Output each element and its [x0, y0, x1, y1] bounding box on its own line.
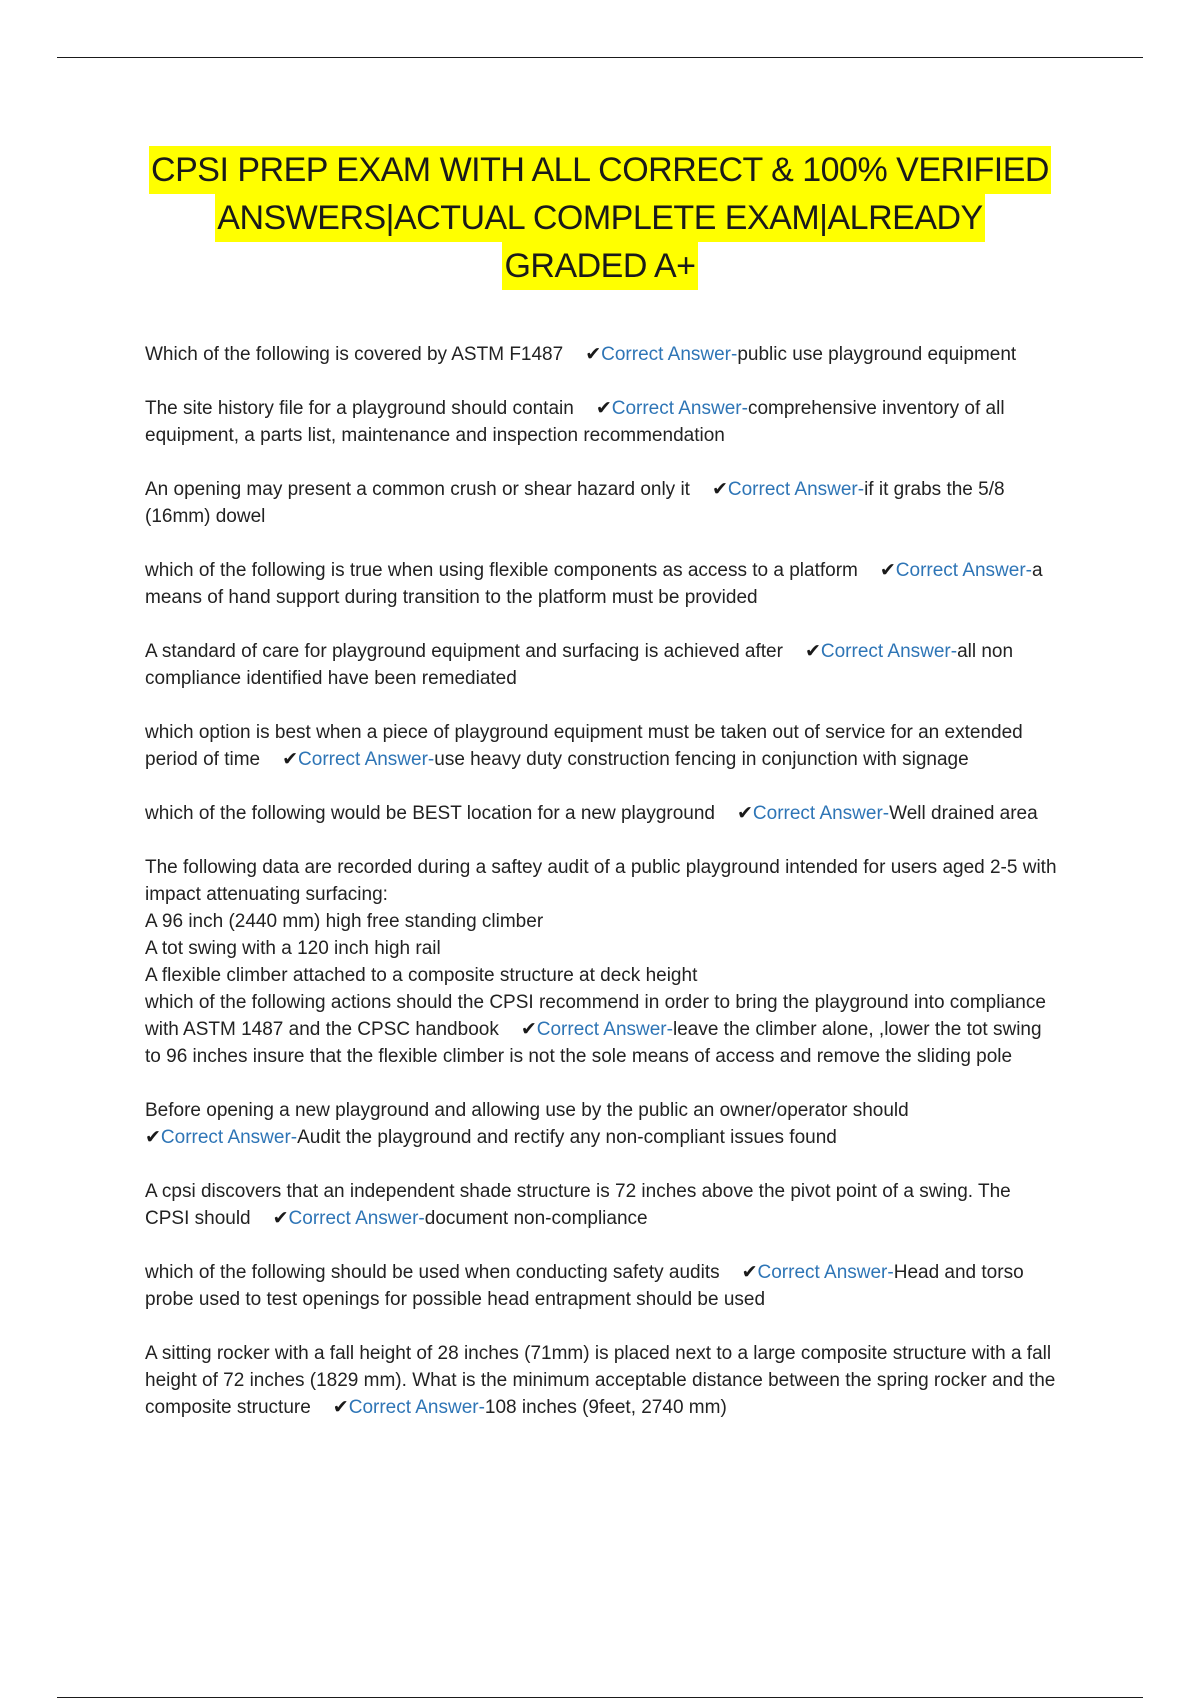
- question-text: The site history file for a playground should contain: [145, 398, 574, 419]
- qa-item-8: [145, 854, 1060, 1070]
- qa-item-12: [145, 1340, 1060, 1421]
- question-text: which of the following is true when using flexible components as access to a platform: [145, 560, 858, 581]
- question-text: which of the following actions should the CPSI recommend in order to bring the playground into compliance with ASTM 1487 and the CPSC handbook: [145, 992, 1046, 1040]
- correct-answer-label: Correct Answer-: [895, 560, 1032, 581]
- correct-answer-label: Correct Answer-: [757, 1262, 894, 1283]
- document-title: [100, 146, 1100, 290]
- qa-item-2: [145, 395, 1060, 449]
- check-mark-icon: ✔: [332, 1397, 349, 1418]
- check-mark-icon: ✔: [585, 344, 602, 365]
- title-line-1: CPSI PREP EXAM WITH ALL CORRECT & 100% VERIFIED: [149, 146, 1051, 194]
- question-text: A sitting rocker with a fall height of 28 inches (71mm) is placed next to a large composite structure with a fall height of 72 inches (1829 mm). What is the minimum acceptable distance between the spring rocker and the composite structure: [145, 1343, 1056, 1418]
- correct-answer-label: Correct Answer-: [348, 1397, 485, 1418]
- qa-item-6: [145, 719, 1060, 773]
- answer-text: leave the climber alone, ,lower the tot swing to 96 inches insure that the flexible climber is not the sole means of access and remove the sliding pole: [145, 1019, 1042, 1067]
- answer-text: a means of hand support during transition to the platform must be provided: [145, 560, 1043, 608]
- check-mark-icon: ✔: [737, 803, 753, 824]
- correct-answer-label: Correct Answer-: [536, 1019, 673, 1040]
- qa-item-3: [145, 476, 1060, 530]
- question-data-line: The following data are recorded during a saftey audit of a public playground intended for users aged 2-5 with impact attenuating surfacing:: [145, 857, 1057, 905]
- correct-answer-label: Correct Answer-: [727, 479, 865, 500]
- answer-text: Head and torso probe used to test openings for possible head entrapment should be used: [145, 1262, 1024, 1310]
- qa-item-10: [145, 1178, 1060, 1232]
- answer-text: if it grabs the 5/8 (16mm) dowel: [145, 479, 1005, 527]
- question-text: A cpsi discovers that an independent shade structure is 72 inches above the pivot point of a swing. The CPSI should: [145, 1181, 1011, 1229]
- answer-text: Well drained area: [889, 803, 1038, 824]
- qa-item-9: [145, 1097, 1060, 1151]
- qa-item-4: [145, 557, 1060, 611]
- correct-answer-label: Correct Answer-: [601, 344, 738, 365]
- title-line-3: GRADED A+: [502, 242, 697, 290]
- qa-item-7: [145, 800, 1060, 827]
- question-text: An opening may present a common crush or shear hazard only it: [145, 479, 690, 500]
- correct-answer-label: Correct Answer-: [298, 749, 435, 770]
- question-text: which option is best when a piece of playground equipment must be taken out of service for an extended period of time: [145, 722, 1023, 770]
- check-mark-icon: ✔: [145, 1127, 161, 1148]
- check-mark-icon: ✔: [711, 479, 728, 500]
- answer-text: document non-compliance: [424, 1208, 648, 1229]
- bottom-rule: [57, 1697, 1143, 1698]
- qa-item-11: [145, 1259, 1060, 1313]
- correct-answer-label: Correct Answer-: [752, 803, 890, 824]
- check-mark-icon: ✔: [804, 641, 821, 662]
- title-line-2: ANSWERS|ACTUAL COMPLETE EXAM|ALREADY: [215, 194, 984, 242]
- question-data-line: A flexible climber attached to a composite structure at deck height: [145, 965, 698, 986]
- correct-answer-label: Correct Answer-: [160, 1127, 298, 1148]
- correct-answer-label: Correct Answer-: [288, 1208, 425, 1229]
- check-mark-icon: ✔: [520, 1019, 537, 1040]
- answer-text: Audit the playground and rectify any non-compliant issues found: [297, 1127, 837, 1148]
- question-text: A standard of care for playground equipment and surfacing is achieved after: [145, 641, 783, 662]
- check-mark-icon: ✔: [272, 1208, 289, 1229]
- check-mark-icon: ✔: [282, 749, 299, 770]
- question-text: Before opening a new playground and allowing use by the public an owner/operator should: [145, 1100, 909, 1121]
- top-rule: [57, 57, 1143, 58]
- correct-answer-label: Correct Answer-: [611, 398, 748, 419]
- answer-text: public use playground equipment: [737, 344, 1017, 365]
- answer-text: use heavy duty construction fencing in conjunction with signage: [434, 749, 969, 770]
- qa-item-5: [145, 638, 1060, 692]
- answer-text: comprehensive inventory of all equipment, a parts list, maintenance and inspection recommendation: [145, 398, 1005, 446]
- qa-list: [145, 341, 1060, 1448]
- check-mark-icon: ✔: [879, 560, 896, 581]
- answer-text: 108 inches (9feet, 2740 mm): [484, 1397, 727, 1418]
- question-text: Which of the following is covered by ASTM F1487: [145, 344, 564, 365]
- question-text: which of the following should be used when conducting safety audits: [145, 1262, 720, 1283]
- check-mark-icon: ✔: [595, 398, 612, 419]
- qa-item-1: [145, 341, 1060, 368]
- correct-answer-label: Correct Answer-: [820, 641, 958, 662]
- question-text: which of the following would be BEST location for a new playground: [145, 803, 715, 824]
- check-mark-icon: ✔: [741, 1262, 758, 1283]
- question-data-line: A 96 inch (2440 mm) high free standing climber: [145, 911, 544, 932]
- answer-text: all non compliance identified have been remediated: [145, 641, 1014, 689]
- question-data-line: A tot swing with a 120 inch high rail: [145, 938, 441, 959]
